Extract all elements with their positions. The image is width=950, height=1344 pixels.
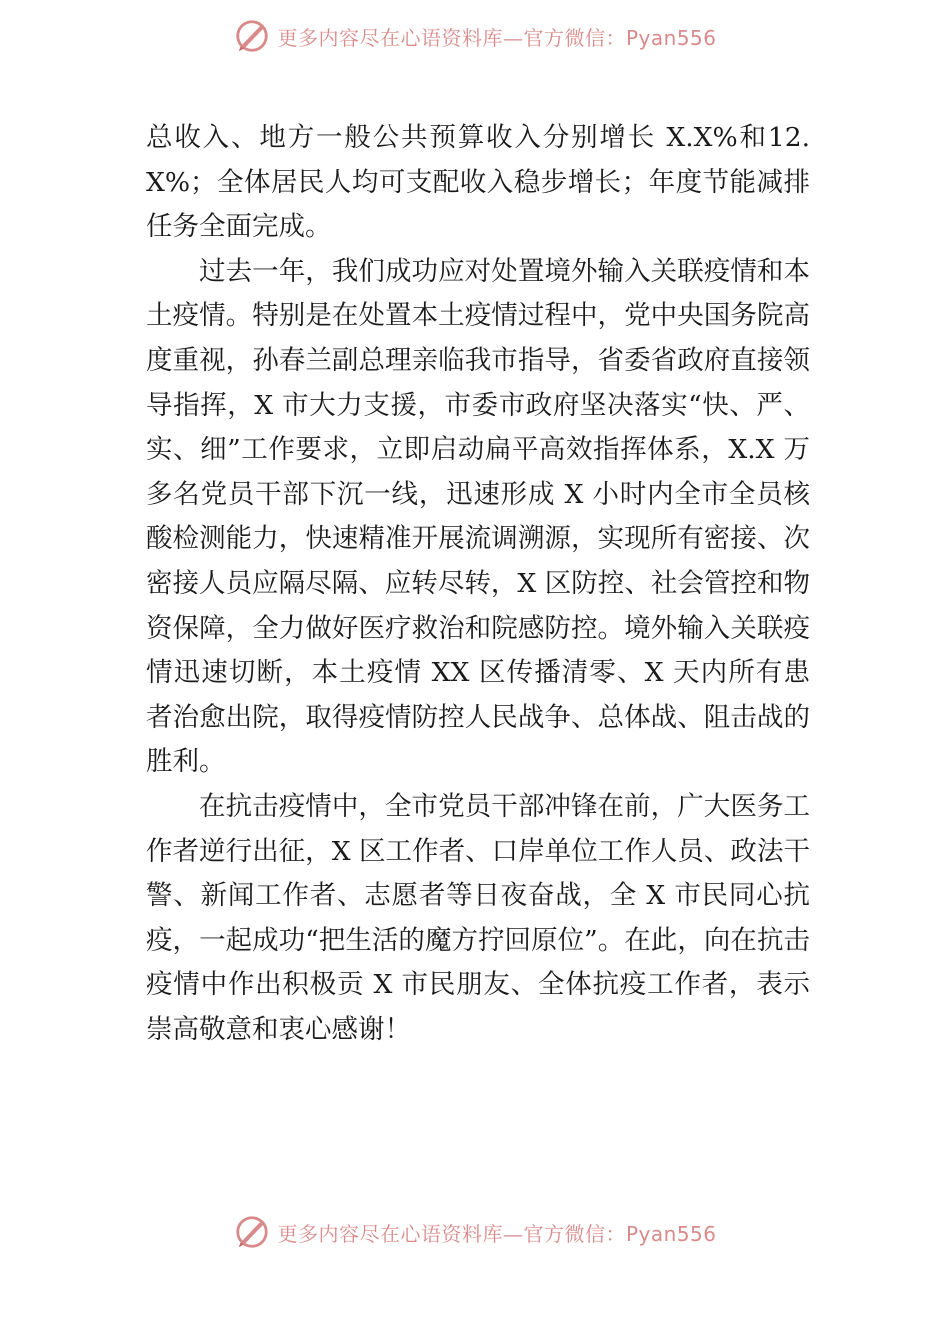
watermark-handle: Pyan556 — [625, 25, 717, 50]
document-body — [146, 116, 810, 1052]
paragraph-1: 总收入、地方一般公共预算收入分别增长 X.X%和12.X%；全体居民人均可支配收入稳步增长；年度节能减排任务全面完成。 — [146, 122, 810, 243]
paragraph-2: 过去一年，我们成功应对处置境外输入关联疫情和本土疫情。特别是在处置本土疫情过程中，党中央国务院高度重视，孙春兰副总理亲临我市指导，省委省政府直接领导指挥，X 市大力支援，市委市政府坚决落实“快、严、实、细”工作要求，立即启动扁平高效指挥体系，X.X 万多名党员干部下沉一线，迅速形成 X 小时内全市全员核酸检测能力，快速精准开展流调溯源，实现所有密接、次密接人员应隔尽隔、应转尽转，X 区防控、社会管控和物资保障，全力做好医疗救治和院感防控。境外输入关联疫情迅速切断，本土疫情 XX 区传播清零、X 天内所有患者治愈出院，取得疫情防控人民战争、总体战、阻击战的胜利。 — [146, 255, 810, 778]
quill-pen-icon — [233, 1213, 271, 1251]
footer-watermark — [0, 1210, 950, 1254]
paragraph-3: 在抗击疫情中，全市党员干部冲锋在前，广大医务工作者逆行出征，X 区工作者、口岸单位工作人员、政法干警、新闻工作者、志愿者等日夜奋战，全 X 市民同心抗疫，一起成功“把生活的魔方拧回原位”。在此，向在抗击疫情中作出积极贡 X 市民朋友、全体抗疫工作者，表示崇高敬意和衷心感谢！ — [146, 790, 810, 1045]
header-watermark — [0, 14, 950, 58]
watermark-text: 更多内容尽在心语资料库—官方微信：Pyan556 — [277, 1221, 717, 1246]
watermark-handle: Pyan556 — [625, 1221, 717, 1246]
quill-pen-icon — [233, 17, 271, 55]
watermark-text: 更多内容尽在心语资料库—官方微信：Pyan556 — [277, 25, 717, 50]
